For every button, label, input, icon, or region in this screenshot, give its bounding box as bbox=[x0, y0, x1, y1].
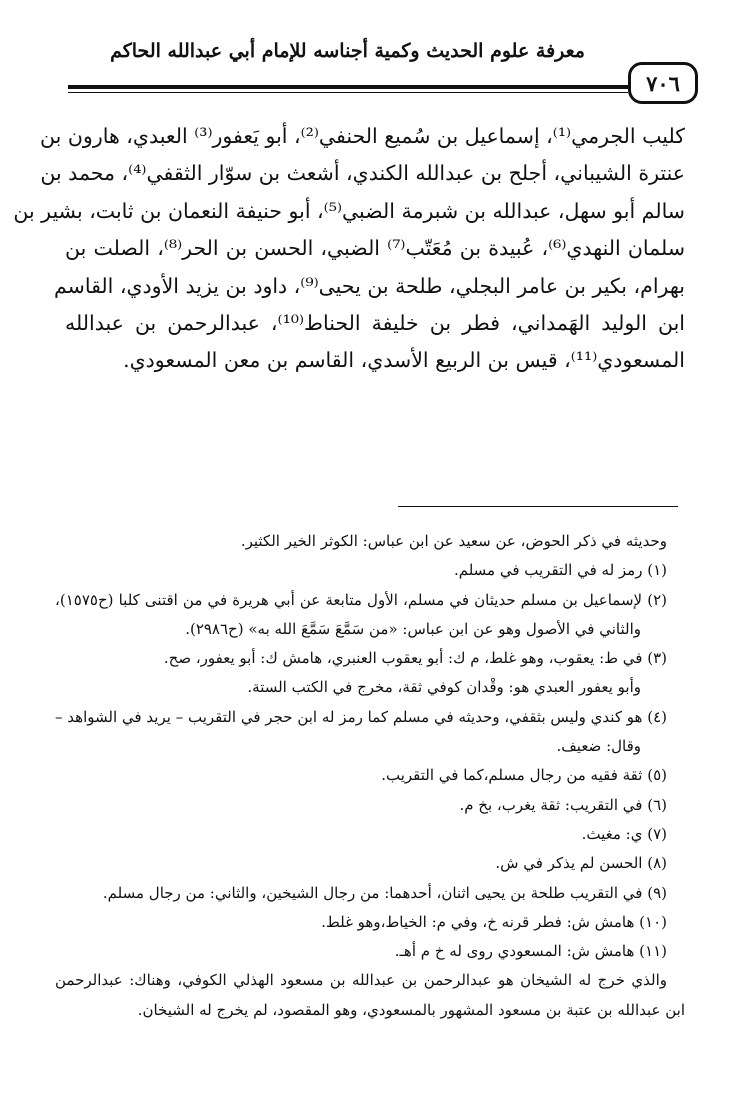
main-text bbox=[13, 118, 685, 380]
footnote-separator bbox=[398, 506, 678, 507]
footnote-line: وحديثه في ذكر الحوض، عن سعيد عن ابن عباس: الكوثر الخير الكثير. bbox=[240, 532, 667, 550]
footnote-line: (١) رمز له في التقريب في مسلم. bbox=[453, 561, 667, 580]
main-line: سالم أبو سهل، عبدالله بن شبرمة الضبي⁽⁵⁾، أبو حنيفة النعمان بن ثابت، بشير بن bbox=[13, 198, 685, 223]
footnote-line: ابن عبدالله بن عتبة بن مسعود المشهور بالمسعودي، وهو المقصود، لم يخرج له الشيخان. bbox=[137, 1000, 685, 1019]
footnote-line: (٣) في ط: يعقوب، وهو غلط، م ك: أبو يعقوب العنبري، هامش ك: أبو يعفور، صح. bbox=[163, 649, 667, 668]
main-line: بهرام، بكير بن عامر البجلي، طلحة بن يحيى⁽⁹⁾، داود بن يزيد الأودي، القاسم bbox=[54, 273, 685, 298]
main-line: كليب الجرمي⁽¹⁾، إسماعيل بن سُميع الحنفي⁽²⁾، أبو يَعفور⁽³⁾ العبدي، هارون بن bbox=[40, 124, 685, 148]
footnote-line: وأبو يعفور العبدي هو: وقْدان كوفي ثقة، مخرج في الكتب الستة. bbox=[247, 678, 641, 697]
running-title: معرفة علوم الحديث وكمية أجناسه للإمام أبي عبدالله الحاكم bbox=[110, 40, 585, 62]
footnote-line: (١٠) هامش ش: فطر قرنه خ، وفي م: الخياط،وهو غلط. bbox=[321, 912, 667, 931]
footnote-line: (٤) هو كندي وليس بثقفي، وحديثه في مسلم كما رمز له ابن حجر في التقريب – يريد في الشواهد – bbox=[55, 707, 667, 726]
footnote-line: (٦) في التقريب: ثقة يغرب، بخ م. bbox=[459, 795, 667, 814]
footnotes bbox=[55, 527, 685, 1025]
page-number: ٧٠٦ bbox=[646, 70, 680, 96]
header-rule bbox=[68, 85, 628, 89]
main-line: سلمان النهدي⁽⁶⁾، عُبيدة بن مُعَتّب⁽⁷⁾ الضبي، الحسن بن الحر⁽⁸⁾، الصلت بن bbox=[65, 236, 685, 261]
footnote-line: (٢) لإسماعيل بن مسلم حديثان في مسلم، الأول متابعة عن أبي هريرة في من اقتنى كلبا (ح١٥٧٥)، bbox=[55, 590, 667, 609]
footnote-line: (٥) ثقة فقيه من رجال مسلم،كما في التقريب. bbox=[381, 766, 667, 785]
header-rule-thin bbox=[68, 92, 628, 93]
main-line: المسعودي⁽¹¹⁾، قيس بن الربيع الأسدي، القاسم بن معن المسعودي. bbox=[123, 348, 685, 373]
footnote-line: (٨) الحسن لم يذكر في ش. bbox=[495, 854, 667, 873]
page-number-badge bbox=[628, 62, 698, 104]
main-line: عنترة الشيباني، أجلح بن عبدالله الكندي، أشعث بن سوّار الثقفي⁽⁴⁾، محمد بن bbox=[40, 161, 685, 186]
footnote-line: (٩) في التقريب طلحة بن يحيى اثنان، أحدهما: من رجال الشيخين، والثاني: من رجال مسلم. bbox=[102, 883, 667, 902]
main-line: ابن الوليد الهَمداني، فطر بن خليفة الحناط⁽¹⁰⁾، عبدالرحمن بن عبدالله bbox=[65, 310, 685, 335]
footnote-line: والذي خرج له الشيخان هو عبدالرحمن بن عبدالله بن مسعود الهذلي الكوفي، وهناك: عبدالرحمن bbox=[55, 971, 667, 990]
footnote-line: وقال: ضعيف. bbox=[556, 737, 641, 756]
footnote-line: (١١) هامش ش: المسعودي روى له خ م أهـ. bbox=[394, 942, 667, 961]
footnote-line: (٧) ي: مغيث. bbox=[581, 824, 667, 843]
footnote-line: والثاني في الأصول وهو عن ابن عباس: «من سَمَّعَ سَمَّعَ الله به» (ح٢٩٨٦). bbox=[185, 619, 641, 638]
